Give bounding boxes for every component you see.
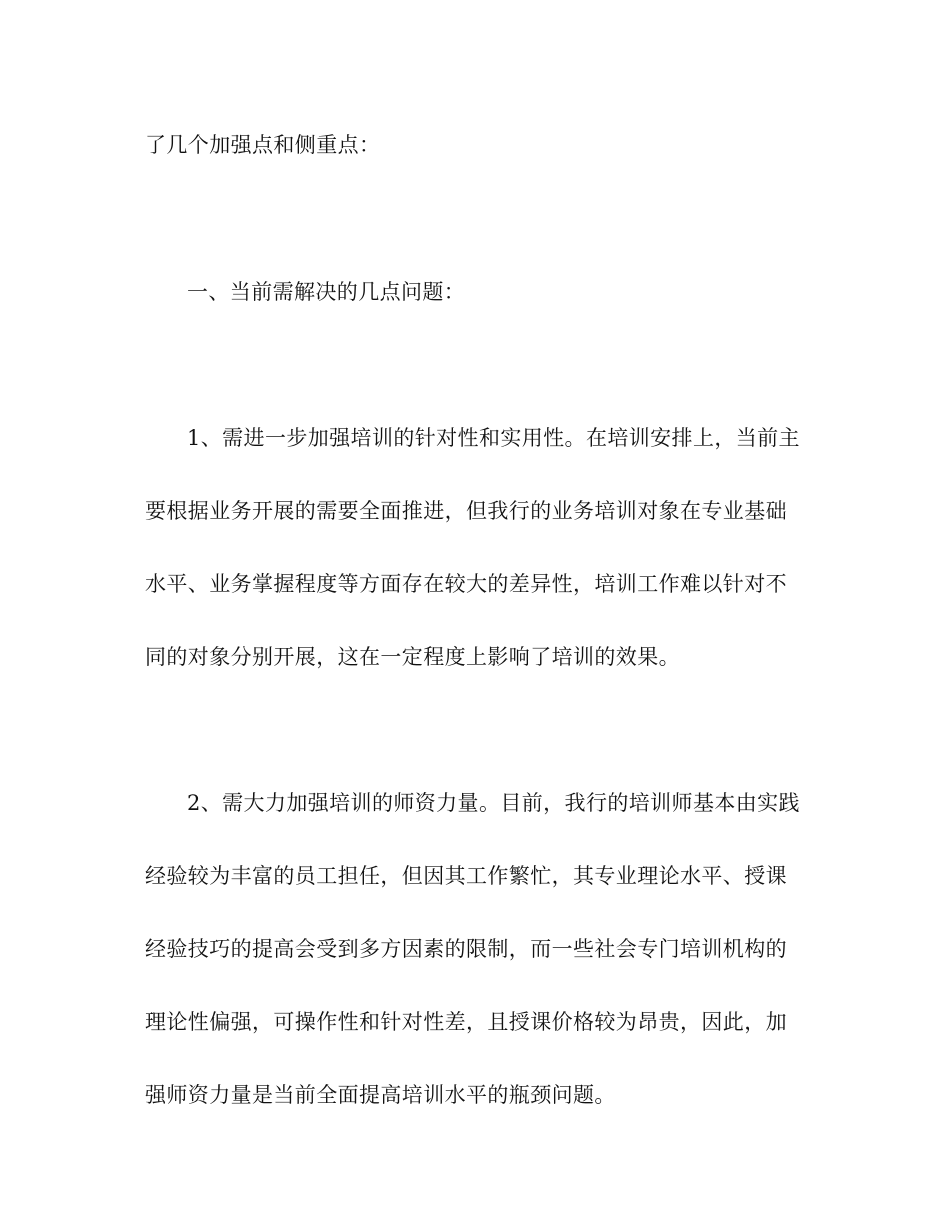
paragraph-line: 经验技巧的提高会受到多方因素的限制，而一些社会专门培训机构的	[145, 937, 787, 961]
paragraph-line: 同的对象分别开展，这在一定程度上影响了培训的效果。	[145, 645, 680, 669]
paragraph-line: 1、需进一步加强培训的针对性和实用性。在培训安排上，当前主	[187, 426, 800, 450]
paragraph-line: 水平、业务掌握程度等方面存在较大的差异性，培训工作难以针对不	[145, 572, 787, 596]
paragraph-line: 强师资力量是当前全面提高培训水平的瓶颈问题。	[145, 1083, 616, 1107]
paragraph-line: 理论性偏强，可操作性和针对性差，且授课价格较为昂贵，因此，加	[145, 1010, 787, 1034]
paragraph-line: 2、需大力加强培训的师资力量。目前，我行的培训师基本由实践	[187, 791, 800, 815]
intro-line: 了几个加强点和侧重点：	[145, 133, 381, 157]
section-heading: 一、当前需解决的几点问题：	[187, 280, 466, 304]
paragraph-line: 经验较为丰富的员工担任，但因其工作繁忙，其专业理论水平、授课	[145, 864, 787, 888]
paragraph-line: 要根据业务开展的需要全面推进，但我行的业务培训对象在专业基础	[145, 499, 787, 523]
